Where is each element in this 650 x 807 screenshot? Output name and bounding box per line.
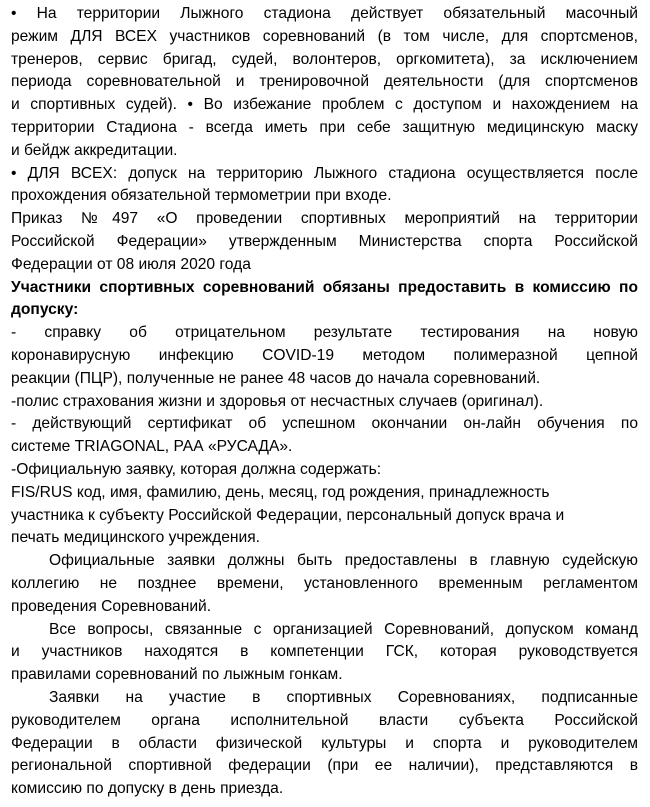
- text-line: Федерации в области физической культуры и спорта и руководителем: [11, 734, 638, 752]
- text-line: прохождения обязательной термометрии при входе.: [11, 187, 392, 205]
- text-line: региональной спортивной федерации (при ее наличии), представляются в: [11, 757, 638, 775]
- text-line: и участников находятся в компетенции ГСК, которая руководствуется: [11, 643, 638, 661]
- text-line: • На территории Лыжного стадиона действует обязательный масочный: [11, 5, 638, 22]
- text-line: Российской Федерации» утвержденным Министерства спорта Российской: [11, 232, 638, 250]
- text-line: правилами соревнований по лыжным гонкам.: [11, 666, 343, 684]
- text-line: Все вопросы, связанные с организацией Соревнований, допуском команд: [49, 620, 638, 638]
- text-line: - справку об отрицательном результате тестирования на новую: [11, 324, 638, 342]
- text-line: системе TRIAGONAL, РАА «РУСАДА».: [11, 438, 293, 456]
- text-line: -Официальную заявку, которая должна содержать:: [11, 460, 382, 478]
- text-line: территории Стадиона - всегда иметь при себе защитную медицинскую маску: [11, 118, 638, 136]
- text-line: FIS/RUS код, имя, фамилию, день, месяц, год рождения, принадлежность: [11, 483, 550, 501]
- text-line: периода соревновательной и тренировочной деятельности (для спортсменов: [11, 73, 638, 91]
- text-line: комиссию по допуску в день приезда.: [11, 780, 284, 798]
- text-line: печать медицинского учреждения.: [11, 529, 260, 547]
- text-line: коронавирусную инфекцию COVID-19 методом полимеразной цепной: [11, 346, 638, 364]
- text-line: коллегию не позднее времени, установленного временным регламентом: [11, 574, 638, 592]
- text-line: реакции (ПЦР), полученные не ранее 48 часов до начала соревнований.: [11, 369, 541, 387]
- text-line: -полис страхования жизни и здоровья от несчастных случаев (оригинал).: [11, 392, 544, 410]
- text-line: проведения Соревнований.: [11, 597, 212, 615]
- text-line: Федерации от 08 июля 2020 года: [11, 255, 251, 273]
- text-line: и спортивных судей). • Во избежание проблем с доступом и нахождением на: [11, 96, 638, 114]
- section-heading: Участники спортивных соревнований обязаны предоставить в комиссию по: [11, 278, 638, 296]
- text-line: • ДЛЯ ВСЕХ: допуск на территорию Лыжного стадиона осуществляется после: [11, 164, 638, 182]
- text-line: руководителем органа исполнительной власти субъекта Российской: [11, 711, 638, 729]
- text-line: режим ДЛЯ ВСЕХ участников соревнований (в том числе, для спортсменов,: [11, 27, 638, 45]
- text-line: Заявки на участие в спортивных Соревнованиях, подписанные: [49, 688, 638, 706]
- text-line: Приказ №497 «О проведении спортивных мероприятий на территории: [11, 210, 638, 228]
- text-line: - действующий сертификат об успешном окончании он-лайн обучения по: [11, 415, 638, 433]
- text-line: Официальные заявки должны быть предоставлены в главную судейскую: [49, 552, 638, 570]
- text-line: тренеров, сервис бригад, судей, волонтеров, оргкомитета), за исключением: [11, 50, 638, 68]
- text-line: и бейдж аккредитации.: [11, 141, 178, 159]
- section-heading: допуску:: [11, 301, 79, 319]
- text-line: участника к субъекту Российской Федерации, персональный допуск врача и: [11, 506, 565, 524]
